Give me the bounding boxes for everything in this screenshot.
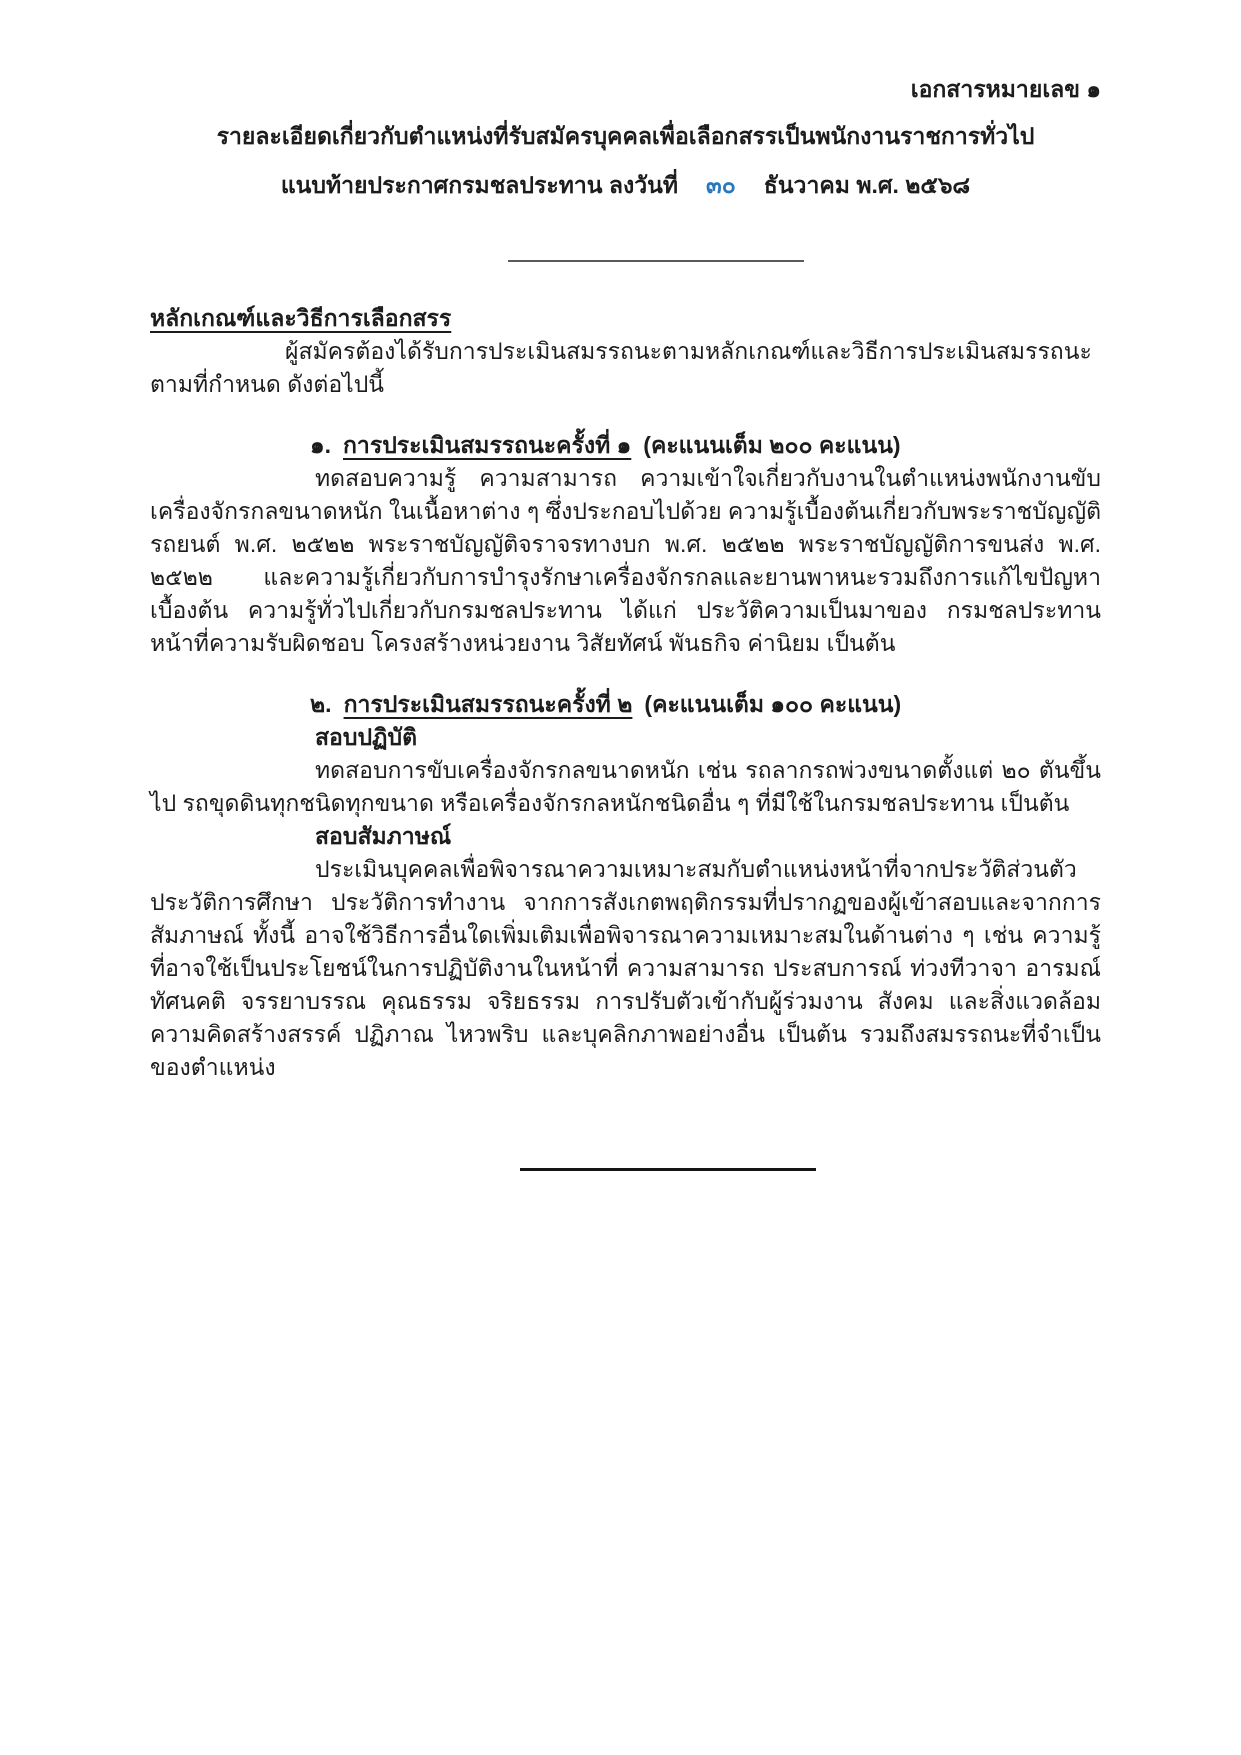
assessment-2-heading bbox=[310, 688, 1101, 721]
interview-heading: สอบสัมภาษณ์ bbox=[315, 823, 452, 849]
interview-body: ประเมินบุคคลเพื่อพิจารณาความเหมาะสมกับตำแหน่งหน้าที่จากประวัติส่วนตัว ประวัติการศึกษา ประวัติการทำงาน จากการสังเกตพฤติกรรมที่ปรากฏของผู้เข้าสอบและจากการสัมภาษณ์ ทั้งนี้ อาจใช้วิธีการอื่นใดเพิ่มเติมเพื่อพิจารณาความเหมาะสมในด้านต่าง ๆ เช่น ความรู้ที่อาจใช้เป็นประโยชน์ในการปฏิบัติงานในหน้าที่ ความสามารถ ประสบการณ์ ท่วงทีวาจา อารมณ์ ทัศนคติ จรรยาบรรณ คุณธรรม จริยธรรม การปรับตัวเข้ากับผู้ร่วมงาน สังคม และสิ่งแวดล้อม ความคิดสร้างสรรค์ ปฏิภาณ ไหวพริบ และบุคลิกภาพอย่างอื่น เป็นต้น รวมถึงสมรรถนะที่จำเป็นของตำแหน่ง bbox=[150, 856, 1101, 1080]
practical-test-body: ทดสอบการขับเครื่องจักรกลขนาดหนัก เช่น รถลากรถพ่วงขนาดตั้งแต่ ๒๐ ตันขึ้นไป รถขุดดินทุกชนิดทุกขนาด หรือเครื่องจักรกลหนักชนิดอื่น ๆ ที่มีใช้ในกรมชลประทาน เป็นต้น bbox=[150, 757, 1101, 816]
assessment-2-title: การประเมินสมรรถนะครั้งที่ ๒ bbox=[343, 691, 633, 717]
subtitle-prefix: แนบท้ายประกาศกรมชลประทาน ลงวันที่ bbox=[280, 172, 679, 198]
top-divider bbox=[508, 260, 804, 262]
bottom-divider bbox=[520, 1168, 816, 1171]
document-subtitle bbox=[150, 169, 1101, 202]
subtitle-rest: ธันวาคม พ.ศ. ๒๕๖๘ bbox=[763, 172, 971, 198]
assessment-2-score: (คะแนนเต็ม ๑๐๐ คะแนน) bbox=[644, 691, 902, 717]
assessment-1-heading bbox=[310, 429, 1101, 462]
assessment-1-score: (คะแนนเต็ม ๒๐๐ คะแนน) bbox=[643, 432, 901, 458]
subtitle-date-day: ๓๐ bbox=[706, 172, 736, 198]
doc-number: เอกสารหมายเลข ๑ bbox=[910, 76, 1101, 102]
assessment-1-body: ทดสอบความรู้ ความสามารถ ความเข้าใจเกี่ยวกับงานในตำแหน่งพนักงานขับเครื่องจักรกลขนาดหนัก ในเนื้อหาต่าง ๆ ซึ่งประกอบไปด้วย ความรู้เบื้องต้นเกี่ยวกับพระราชบัญญัติรถยนต์ พ.ศ. ๒๕๒๒ พระราชบัญญัติจราจรทางบก พ.ศ. ๒๕๒๒ พระราชบัญญัติการขนส่ง พ.ศ. ๒๕๒๒ และความรู้เกี่ยวกับการบำรุงรักษาเครื่องจักรกลและยานพาหนะรวมถึงการแก้ไขปัญหาเบื้องต้น ความรู้ทั่วไปเกี่ยวกับกรมชลประทาน ได้แก่ ประวัติความเป็นมาของ กรมชลประทาน หน้าที่ความรับผิดชอบ โครงสร้างหน่วยงาน วิสัยทัศน์ พันธกิจ ค่านิยม เป็นต้น bbox=[150, 465, 1102, 656]
criteria-heading: หลักเกณฑ์และวิธีการเลือกสรร bbox=[150, 305, 452, 331]
assessment-2-number: ๒. bbox=[310, 691, 332, 717]
assessment-1-number: ๑. bbox=[310, 432, 331, 458]
intro-paragraph: ผู้สมัครต้องได้รับการประเมินสมรรถนะตามหลักเกณฑ์และวิธีการประเมินสมรรถนะตามที่กำหนด ดังต่อไปนี้ bbox=[150, 338, 1092, 397]
practical-test-heading: สอบปฏิบัติ bbox=[315, 724, 418, 750]
document-title: รายละเอียดเกี่ยวกับตำแหน่งที่รับสมัครบุคคลเพื่อเลือกสรรเป็นพนักงานราชการทั่วไป bbox=[216, 123, 1035, 149]
assessment-1-title: การประเมินสมรรถนะครั้งที่ ๑ bbox=[343, 432, 632, 458]
